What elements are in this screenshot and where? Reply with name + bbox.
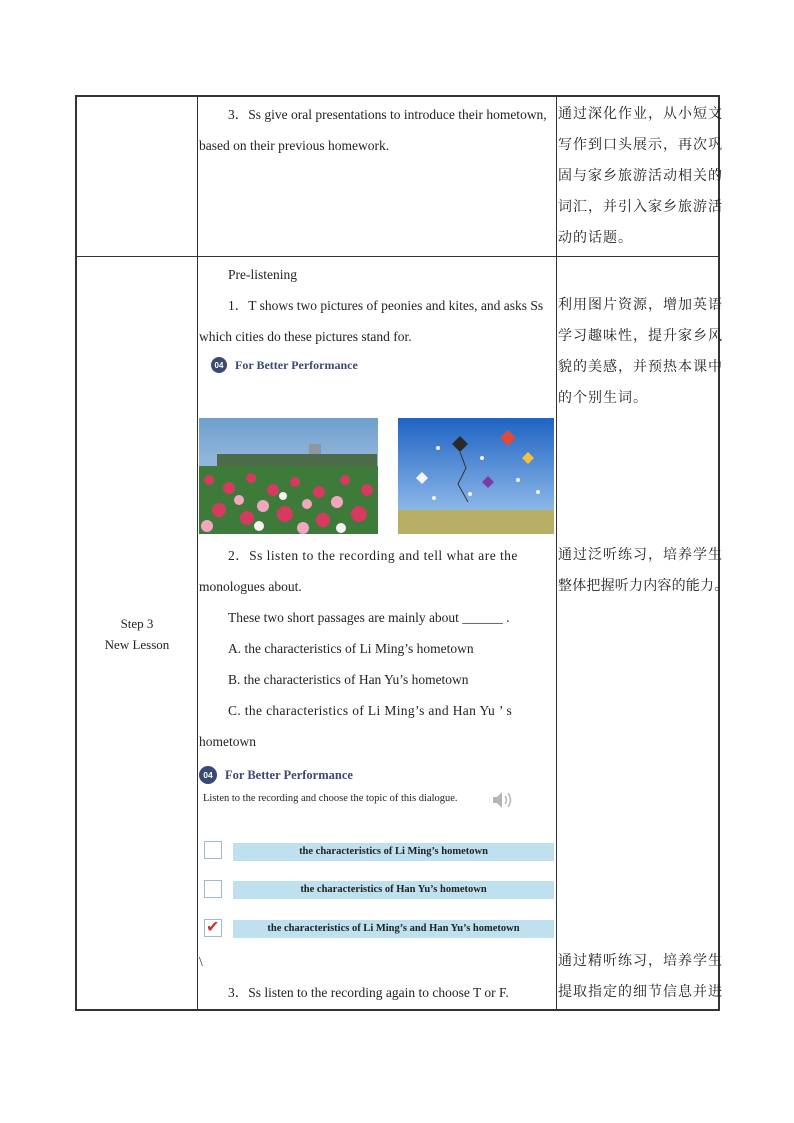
option-c: C. the characteristics of Li Ming’s and Han Yu ’ s (228, 703, 513, 718)
column-divider-1 (197, 95, 198, 1011)
slide-number-badge: 04 (211, 357, 227, 373)
row2-note1-line: 学习趣味性，提升家乡风 (558, 328, 723, 344)
row1-note-line: 写作到口头展示，再次巩 (558, 137, 723, 153)
row-divider (75, 256, 720, 257)
slide-header-2 (199, 766, 353, 784)
slide-header-1 (211, 357, 358, 373)
row2-note1-line: 的个别生词。 (558, 390, 648, 406)
row1-item3: 3．Ss give oral presentations to introduce their hometown, (228, 107, 547, 122)
row1-note-line: 固与家乡旅游活动相关的 (558, 168, 723, 184)
slide-title: For Better Performance (225, 767, 353, 782)
row2-note1-line: 利用图片资源，增加英语 (558, 297, 723, 313)
checkmark-icon: ✔ (206, 917, 220, 936)
row1-note-line: 词汇，并引入家乡旅游活 (558, 199, 723, 215)
row2-item3: 3．Ss listen to the recording again to choose T or F. (228, 985, 509, 1000)
slide-number-badge: 04 (199, 766, 217, 784)
choice-checkbox[interactable] (204, 880, 222, 898)
row2-item1-continued: which cities do these pictures stand for. (199, 329, 412, 344)
row2-item2-continued: monologues about. (199, 579, 302, 594)
row2-note3-line: 通过精听练习，培养学生 (558, 953, 723, 969)
choice-checkbox[interactable] (204, 841, 222, 859)
row2-note2-line: 整体把握听力内容的能力。 (558, 578, 729, 594)
option-c-continued: hometown (199, 734, 256, 749)
choice-option[interactable]: the characteristics of Li Ming’s and Han Yu’s hometown (233, 920, 554, 938)
peony-garden-photo (199, 418, 378, 534)
kite-festival-photo (398, 418, 554, 534)
column-divider-2 (556, 95, 557, 1011)
question-stem: These two short passages are mainly about ______ . (228, 610, 510, 625)
step-title: New Lesson (104, 637, 170, 652)
stray-backslash: \ (199, 954, 203, 969)
slide-title: For Better Performance (235, 357, 358, 372)
row2-note2-line: 通过泛听练习，培养学生 (558, 547, 723, 563)
row2-note3-line: 提取指定的细节信息并进 (558, 984, 723, 1000)
table-top-border (75, 95, 720, 97)
choice-option[interactable]: the characteristics of Han Yu’s hometown (233, 881, 554, 899)
option-a: A. the characteristics of Li Ming’s hometown (228, 641, 474, 656)
row1-note-line: 通过深化作业，从小短文 (558, 106, 723, 122)
option-b: B. the characteristics of Han Yu’s hometown (228, 672, 469, 687)
row2-item1: 1．T shows two pictures of peonies and kites, and asks Ss (228, 298, 544, 313)
row1-item3-continued: based on their previous homework. (199, 138, 390, 153)
slide-instruction: Listen to the recording and choose the topic of this dialogue. (203, 793, 458, 804)
table-bottom-border (75, 1009, 720, 1011)
speaker-icon[interactable] (491, 789, 515, 811)
step-label: Step 3 (120, 616, 154, 631)
row2-item2: 2．Ss listen to the recording and tell what are the (228, 548, 518, 563)
row1-note-line: 动的话题。 (558, 230, 633, 246)
row2-note1-line: 貌的美感，并预热本课中 (558, 359, 723, 375)
choice-option[interactable]: the characteristics of Li Ming’s hometown (233, 843, 554, 861)
pre-listening-heading: Pre-listening (228, 267, 297, 282)
table-left-border (75, 95, 77, 1011)
